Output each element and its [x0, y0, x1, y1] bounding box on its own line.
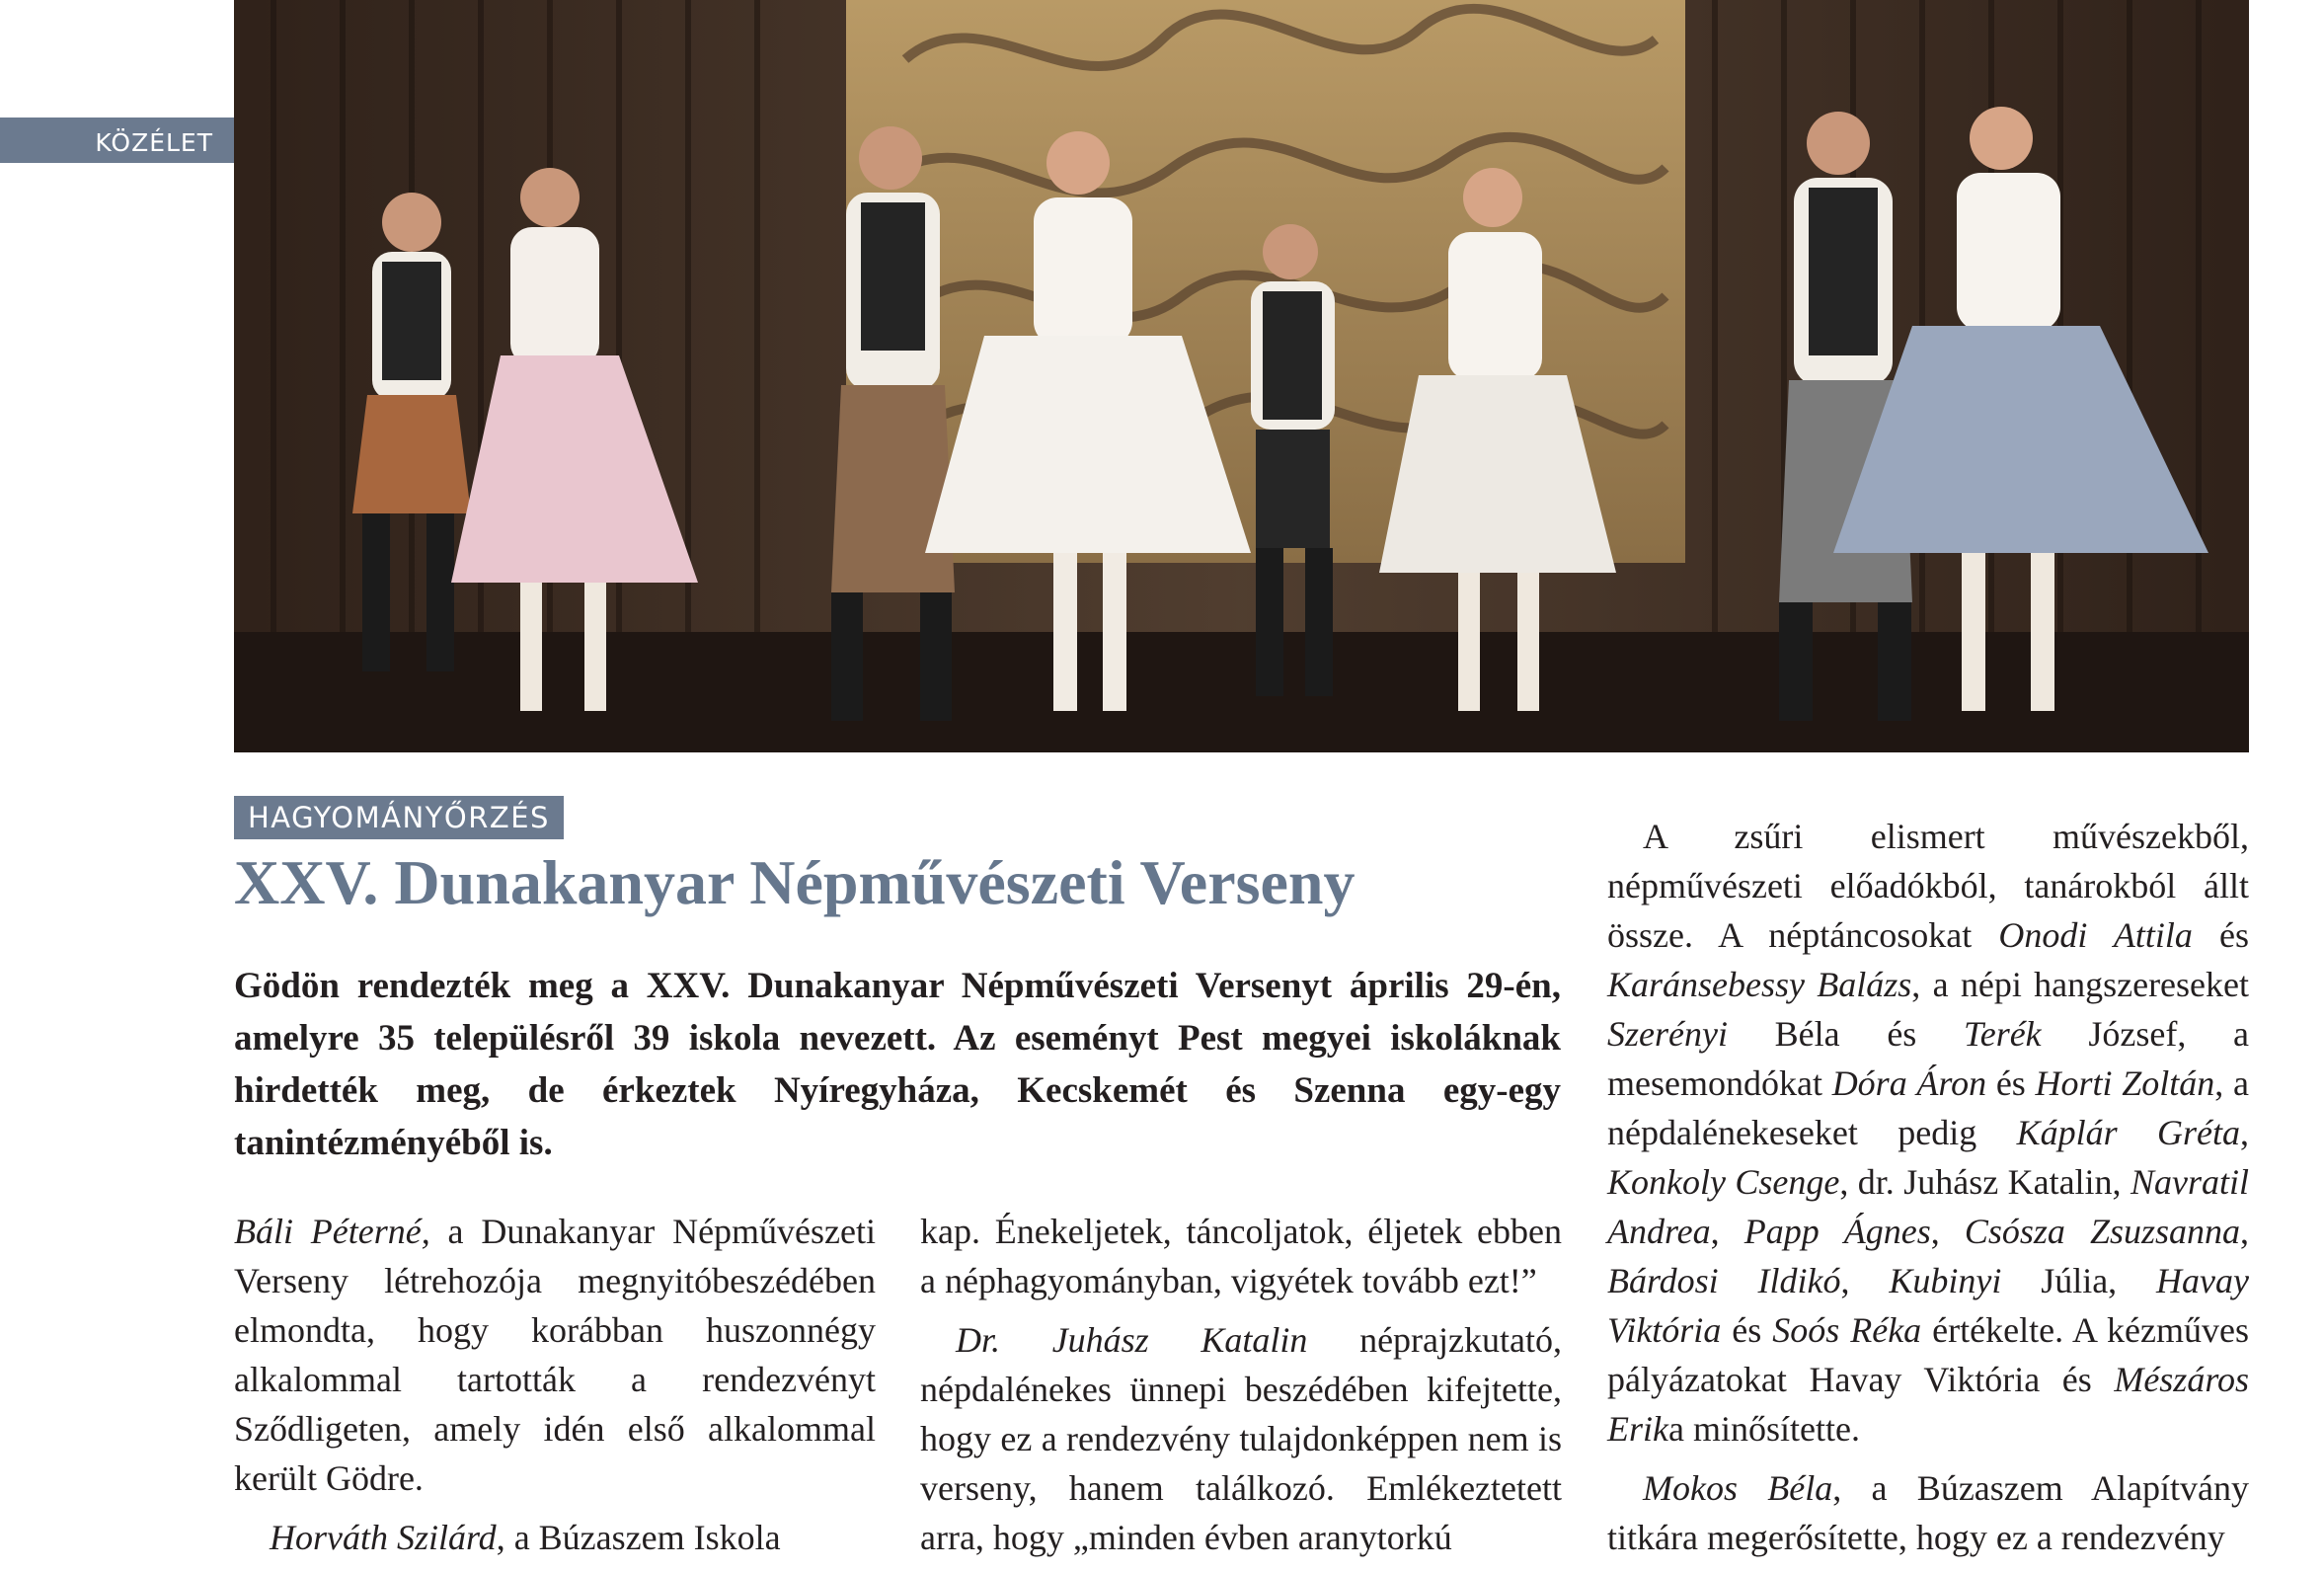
paragraph: [920, 1315, 1562, 1562]
paragraph-text: ,: [1930, 1212, 1965, 1251]
person-name: Csósza Zsuzsanna: [1964, 1212, 2241, 1251]
section-label: KÖZÉLET: [0, 118, 234, 163]
paragraph: [234, 1207, 876, 1503]
paragraph-text: és: [2192, 915, 2249, 955]
person-name: Báli Péterné,: [234, 1212, 430, 1251]
person-name: Káplár Gréta: [2016, 1113, 2241, 1152]
paragraph-text: Béla és: [1727, 1014, 1964, 1054]
paragraph-text: a Dunakanyar Népművészeti Verseny létrehozója megnyitóbeszédében elmondta, hogy korábban huszonnégy alkalommal tartották a rendezvényt Sződligeten, amely idén első alkalommal került Gödre.: [234, 1212, 877, 1498]
paragraph: [1607, 812, 2249, 1454]
paragraph-text: és: [1986, 1063, 2036, 1103]
paragraph-text: és: [1721, 1310, 1773, 1350]
person-name: Horti Zoltán: [2035, 1063, 2215, 1103]
article-lead: Gödön rendezték meg a XXV. Dunakanyar Népművészeti Versenyt április 29-én, amelyre 35 településről 39 iskola nevezett. Az eseményt Pest megyei iskoláknak hirdették meg, de érkeztek Nyíregyháza, Kecskemét és Szenna egy-egy tanintézményéből is.: [234, 966, 1561, 1163]
paragraph-text: József, a mesemondókat: [1607, 1014, 2249, 1103]
person-name: Navratil Andrea: [1607, 1162, 2249, 1251]
paragraph-text: , dr. Juhász Katalin,: [1839, 1162, 2130, 1202]
person-name: Kubinyi: [1889, 1261, 2002, 1300]
person-name: Soós Réka: [1772, 1310, 1922, 1350]
paragraph: [1607, 1463, 2249, 1562]
article-title: XXV. Dunakanyar Népművészeti Verseny: [234, 847, 1356, 917]
person-name: Havay Viktória: [1607, 1261, 2249, 1350]
paragraph-text: , a Búzaszem Alapítvány titkára megerősítette, hogy ez a rendezvény: [1607, 1468, 2250, 1557]
paragraph-text: , a népi hangszereseket: [1911, 965, 2250, 1004]
person-name: Mokos Béla: [1643, 1468, 1833, 1508]
folk-dance-photo: [234, 0, 2249, 752]
person-name: Terék: [1964, 1014, 2042, 1054]
paragraph-text: ,: [2240, 1113, 2250, 1152]
person-name: Horváth Szilárd: [270, 1518, 497, 1557]
person-name: Dóra Áron: [1831, 1063, 1987, 1103]
paragraph-text: , a népdalénekeseket pedig: [1607, 1063, 2249, 1152]
person-name: Karánsebessy Balázs: [1607, 965, 1912, 1004]
paragraph: kap. Énekeljetek, táncoljatok, éljetek ebben a néphagyományban, vigyétek tovább ezt!”: [920, 1212, 1562, 1300]
paragraph-text: értékelte. A kézműves pályázatokat Havay Viktória és: [1607, 1310, 2249, 1399]
category-label: HAGYOMÁNYŐRZÉS: [234, 796, 564, 839]
paragraph-text: ,: [1840, 1261, 1890, 1300]
paragraph-text: ,: [2240, 1212, 2250, 1251]
paragraph: [234, 1513, 876, 1562]
paragraph-text: a minősítette.: [1667, 1409, 1860, 1449]
body-column-2: [920, 1207, 1562, 1572]
paragraph-text: , a Búzaszem Iskola: [496, 1518, 781, 1557]
person-name: Szerényi: [1607, 1014, 1728, 1054]
paragraph-text: Júlia,: [2001, 1261, 2157, 1300]
person-name: Onodi Attila: [1998, 915, 2193, 955]
body-column-1: [234, 1207, 876, 1572]
person-name: Konkoly Csenge: [1607, 1162, 1840, 1202]
person-name: Bárdosi Ildikó: [1607, 1261, 1841, 1300]
person-name: Papp Ágnes: [1743, 1212, 1931, 1251]
body-column-3: [1607, 812, 2249, 1572]
paragraph-text: néprajzkutató, népdalénekes ünnepi beszédében kifejtette, hogy ez a rendezvény tulajdonképpen nem is verseny, hanem találkozó. Emlékeztetett arra, hogy „minden évben aranytorkú: [920, 1320, 1562, 1557]
paragraph-text: A zsűri elismert művészekből, népművészeti előadókból, tanárokból állt össze. A néptáncosokat: [1607, 817, 2249, 955]
person-name: Mészáros Erik: [1607, 1360, 2249, 1449]
person-name: Dr. Juhász Katalin: [956, 1320, 1308, 1360]
paragraph-text: ,: [1710, 1212, 1744, 1251]
